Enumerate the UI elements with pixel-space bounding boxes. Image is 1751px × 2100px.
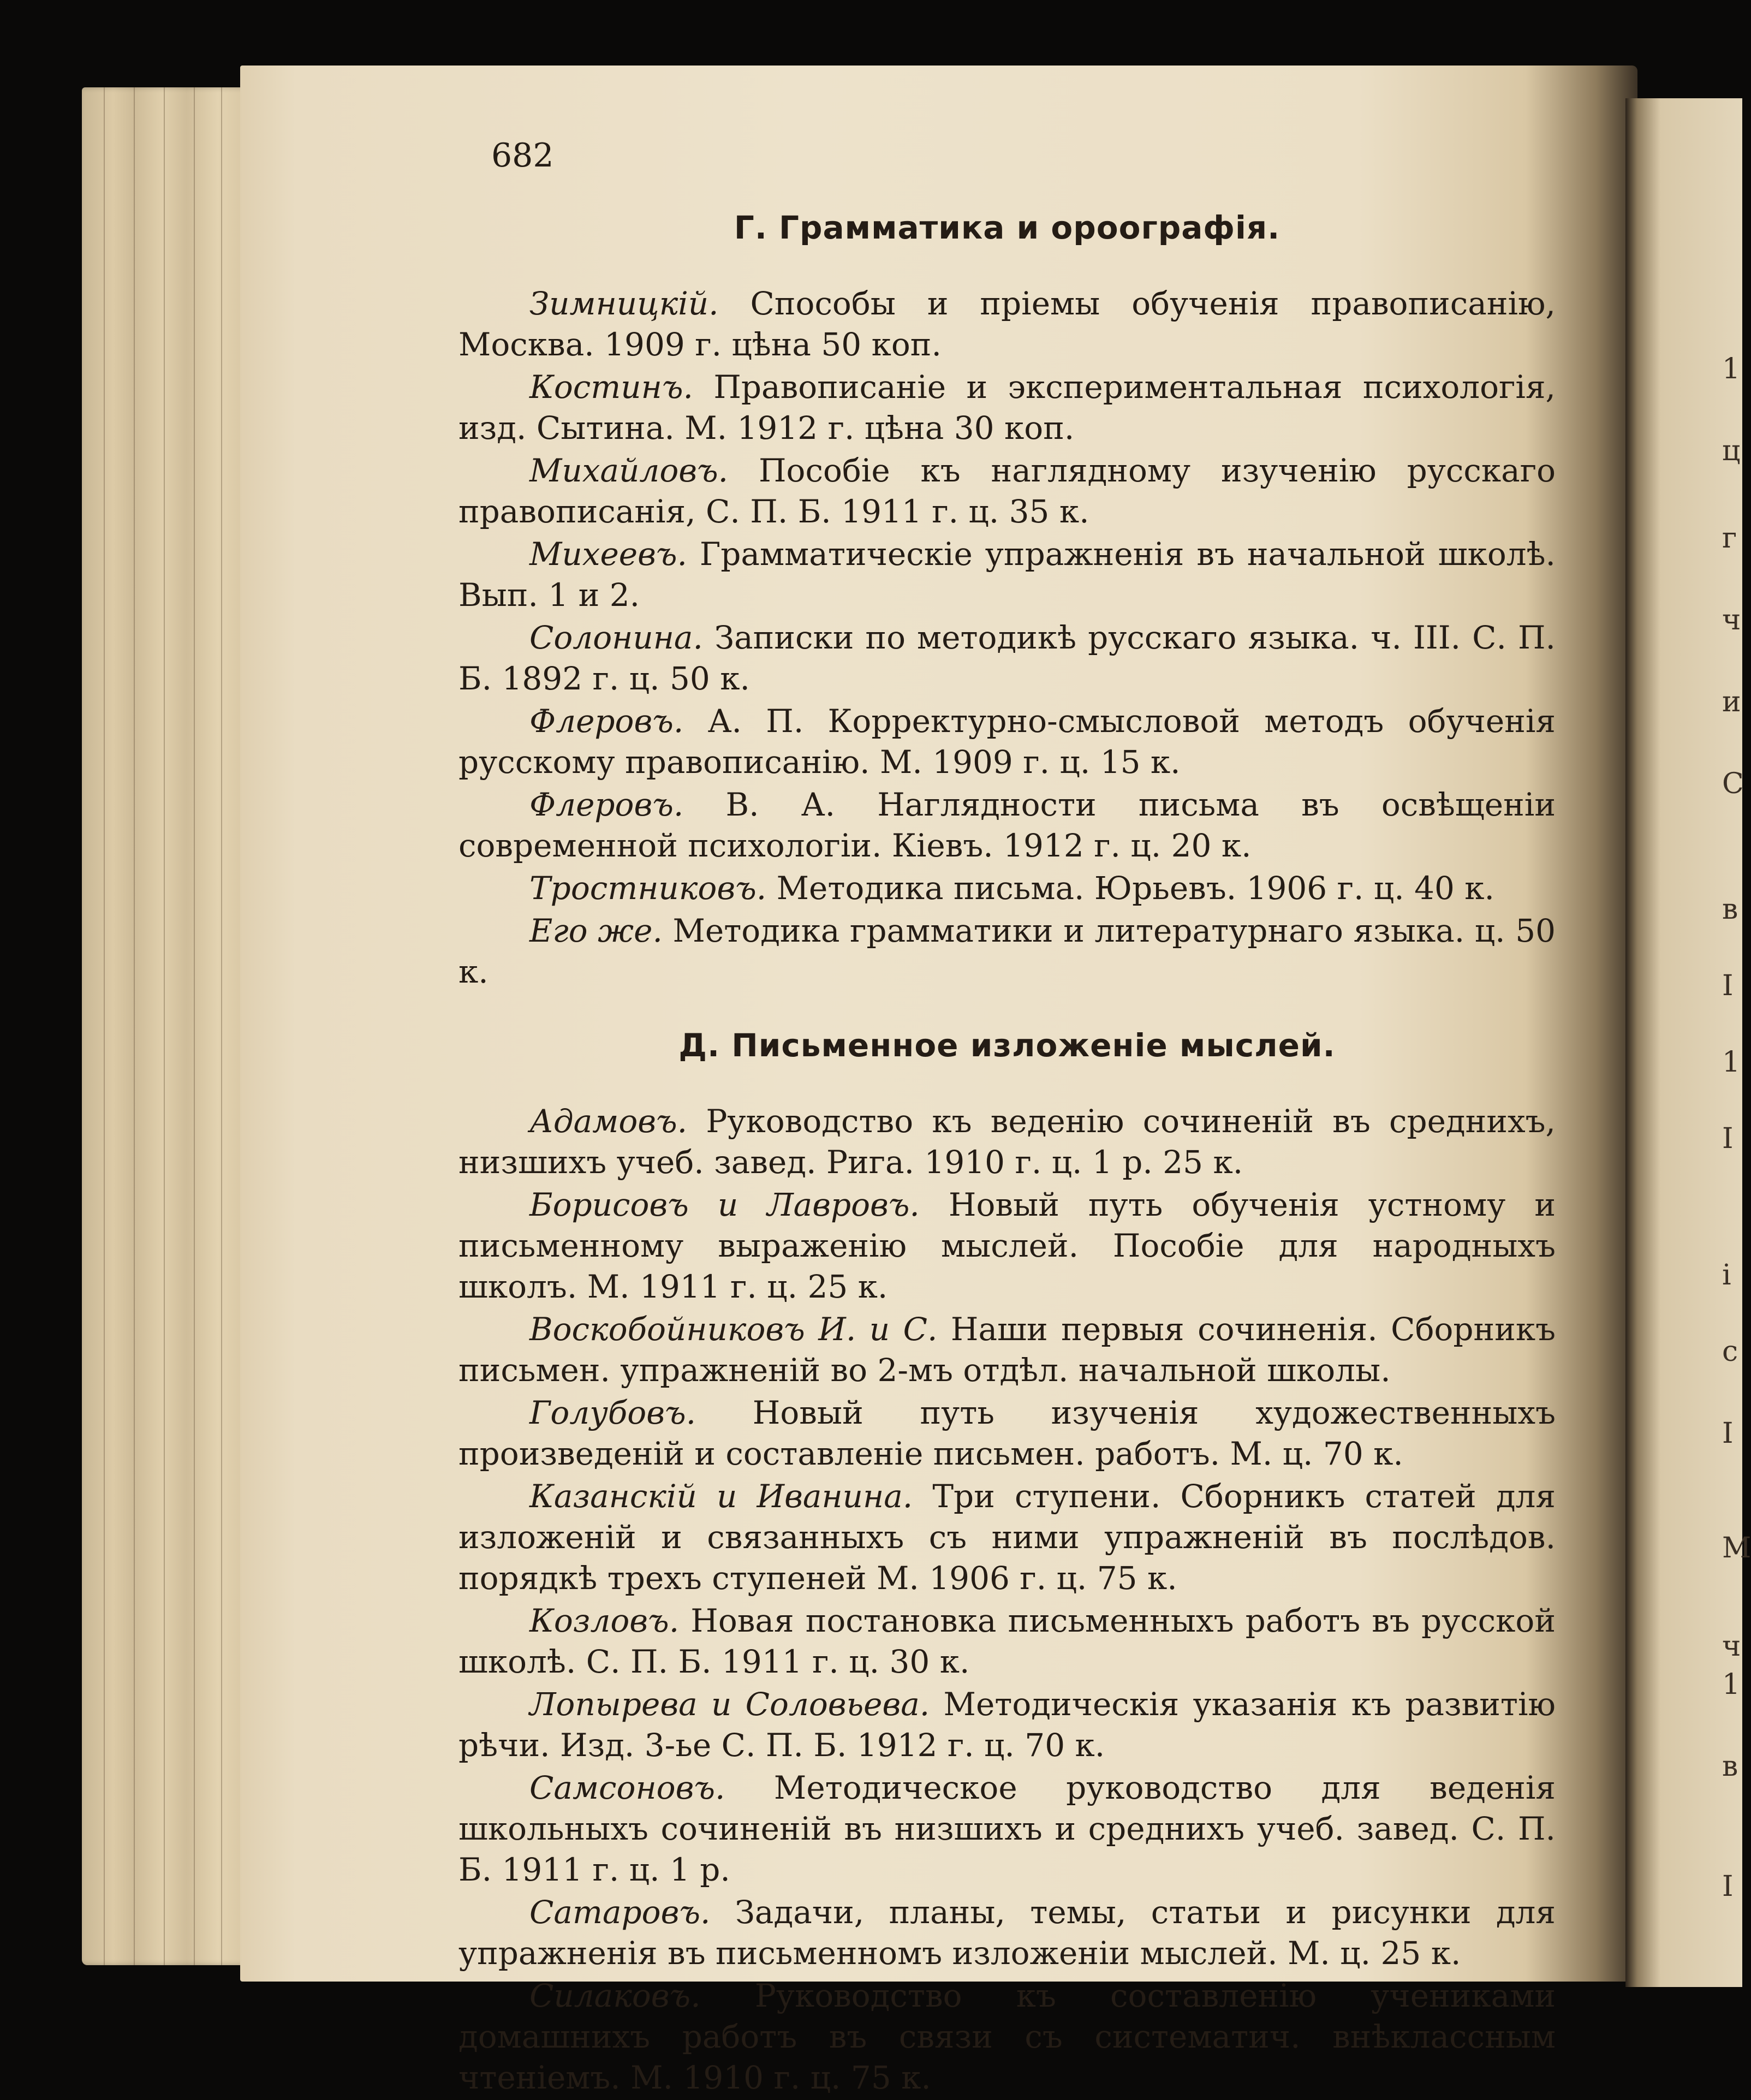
entry-text: Методическое руководство для веденія школьныхъ сочиненій въ низшихъ и средниxъ учеб. завед. С. П. Б. 1911 г. ц. 1 р. bbox=[458, 1769, 1556, 1888]
entry-text: В. А. Наглядности письма въ освѣщеніи современной психологіи. Кіевъ. 1912 г. ц. 20 к. bbox=[458, 786, 1556, 864]
margin-glyph: I bbox=[1722, 1870, 1734, 1903]
entry-author: Козловъ. bbox=[529, 1602, 680, 1639]
bibliography-entry bbox=[458, 534, 1556, 616]
bibliography-entry bbox=[458, 701, 1556, 783]
margin-glyph: 1 bbox=[1722, 1668, 1741, 1701]
bibliography-entry bbox=[458, 1185, 1556, 1307]
entry-author: Самсоновъ. bbox=[529, 1769, 725, 1806]
margin-glyph: и bbox=[1722, 686, 1741, 718]
margin-glyph: ч bbox=[1722, 1630, 1741, 1663]
entry-author: Борисовъ и Лавровъ. bbox=[529, 1186, 920, 1223]
entry-text: Методика грамматики и литературнаго языка. ц. 50 к. bbox=[458, 912, 1556, 990]
entry-text: Методика письма. Юрьевъ. 1906 г. ц. 40 к. bbox=[766, 870, 1494, 907]
margin-glyph: С bbox=[1722, 768, 1744, 800]
bibliography-entry bbox=[458, 283, 1556, 365]
bibliography-entry bbox=[458, 1892, 1556, 1974]
margin-glyph: і bbox=[1722, 1259, 1731, 1292]
entry-author: Голубовъ. bbox=[529, 1394, 696, 1431]
bibliography-entry bbox=[458, 1309, 1556, 1391]
margin-glyph: ц bbox=[1722, 435, 1741, 467]
page-edges bbox=[82, 87, 257, 1965]
section-written-expression bbox=[458, 1025, 1556, 2098]
entry-text: Пособіе къ наглядному изученію русскаго правописанія, С. П. Б. 1911 г. ц. 35 к. bbox=[458, 452, 1556, 530]
entry-text: Новая постановка письменныхъ работъ въ русской школѣ. С. П. Б. 1911 г. ц. 30 к. bbox=[458, 1602, 1556, 1680]
margin-glyph: М bbox=[1722, 1532, 1751, 1564]
entry-text: Задачи, планы, темы, статьи и рисунки для упражненія въ письменномъ изложеніи мыслей. М. ц. 25 к. bbox=[458, 1894, 1556, 1972]
margin-glyph: г bbox=[1722, 522, 1737, 555]
entry-text: Записки по методикѣ русскаго языка. ч. III. С. П. Б. 1892 г. ц. 50 к. bbox=[458, 619, 1556, 697]
entry-author: Флеровъ. bbox=[529, 786, 684, 823]
bibliography-entry bbox=[458, 784, 1556, 866]
bibliography-entry bbox=[458, 367, 1556, 449]
bibliography-entry bbox=[458, 911, 1556, 992]
entry-text: Новый путь изученія художественныхъ произведеній и составленіе письмен. работъ. М. ц. 70 к. bbox=[458, 1394, 1556, 1472]
entry-text: Способы и пріемы обученія правописанію, Москва. 1909 г. цѣна 50 коп. bbox=[458, 285, 1556, 363]
section-grammar bbox=[458, 207, 1556, 992]
entry-author: Зимницкій. bbox=[529, 285, 719, 322]
entry-author: Михеевъ. bbox=[529, 536, 687, 573]
entry-author: Казанскій и Иванина. bbox=[529, 1478, 913, 1515]
margin-glyph: I bbox=[1722, 1122, 1734, 1155]
bibliography-entry bbox=[458, 1976, 1556, 2098]
margin-glyph: I bbox=[1722, 969, 1734, 1002]
bibliography-entry bbox=[458, 1476, 1556, 1599]
entry-author: Его же. bbox=[529, 912, 663, 949]
entry-author: Лопырева и Соловьева. bbox=[529, 1686, 930, 1723]
margin-glyph: I bbox=[1722, 1417, 1734, 1450]
bibliography-entry bbox=[458, 1101, 1556, 1183]
page-content bbox=[458, 207, 1556, 2100]
bibliography-entry bbox=[458, 1601, 1556, 1682]
page-number: 682 bbox=[491, 136, 554, 175]
entry-author: Сатаровъ. bbox=[529, 1894, 711, 1931]
section-heading: Д. Письменное изложеніе мыслей. bbox=[678, 1027, 1336, 1064]
entry-text: Руководство къ составленію учениками домашнихъ работъ въ связи съ систематич. внѣклассным чтеніемъ. М. 1910 г. ц. 75 к. bbox=[458, 1977, 1556, 2096]
entry-text: Методическія указанія къ развитію рѣчи. Изд. 3-ье С. П. Б. 1912 г. ц. 70 к. bbox=[458, 1686, 1556, 1764]
margin-glyph: ч bbox=[1722, 604, 1741, 636]
bibliography-entry bbox=[458, 1393, 1556, 1474]
margin-glyph: в bbox=[1722, 893, 1738, 926]
entry-author: Силаковъ. bbox=[529, 1977, 701, 2014]
entry-text: Руководство къ веденію сочиненій въ среднихъ, низшихъ учеб. завед. Рига. 1910 г. ц. 1 р. 25 к. bbox=[458, 1103, 1556, 1181]
bibliography-entry bbox=[458, 868, 1556, 909]
entry-author: Тростниковъ. bbox=[529, 870, 767, 907]
section-heading: Г. Грамматика и ороографія. bbox=[734, 209, 1281, 246]
margin-glyph: в bbox=[1722, 1750, 1738, 1783]
entry-author: Костинъ. bbox=[529, 368, 693, 406]
entry-text: Грамматическіе упражненія въ начальной школѣ. Вып. 1 и 2. bbox=[458, 536, 1556, 614]
bibliography-entry bbox=[458, 450, 1556, 532]
entry-author: Воскобойниковъ И. и С. bbox=[529, 1311, 938, 1348]
bibliography-entry bbox=[458, 1684, 1556, 1766]
entry-author: Михайловъ. bbox=[529, 452, 729, 489]
entry-text: Три ступени. Сборникъ статей для изложеній и связанныхъ съ ними упражненій въ послѣдов. порядкѣ трехъ ступеней М. 1906 г. ц. 75 к. bbox=[458, 1478, 1556, 1597]
entry-text: Правописаніе и экспериментальная психологія, изд. Сытина. М. 1912 г. цѣна 30 коп. bbox=[458, 368, 1556, 447]
margin-glyph: 1 bbox=[1722, 353, 1741, 385]
entry-text: Новый путь обученія устному и письменному выраженію мыслей. Пособіе для народныхъ школъ. М. 1911 г. ц. 25 к. bbox=[458, 1186, 1556, 1305]
entry-text: А. П. Корректурно-смысловой методъ обученія русскому правописанію. М. 1909 г. ц. 15 к. bbox=[458, 703, 1556, 781]
margin-glyph: с bbox=[1722, 1335, 1738, 1368]
entry-author: Солонина. bbox=[529, 619, 703, 656]
bibliography-entry bbox=[458, 1768, 1556, 1890]
margin-glyph: 1 bbox=[1722, 1046, 1741, 1079]
entry-text: Наши первыя сочиненія. Сборникъ письмен. упражненій во 2-мъ отдѣл. начальной школы. bbox=[458, 1311, 1556, 1389]
bibliography-entry bbox=[458, 617, 1556, 699]
entry-author: Флеровъ. bbox=[529, 703, 684, 740]
entry-author: Адамовъ. bbox=[529, 1103, 688, 1140]
